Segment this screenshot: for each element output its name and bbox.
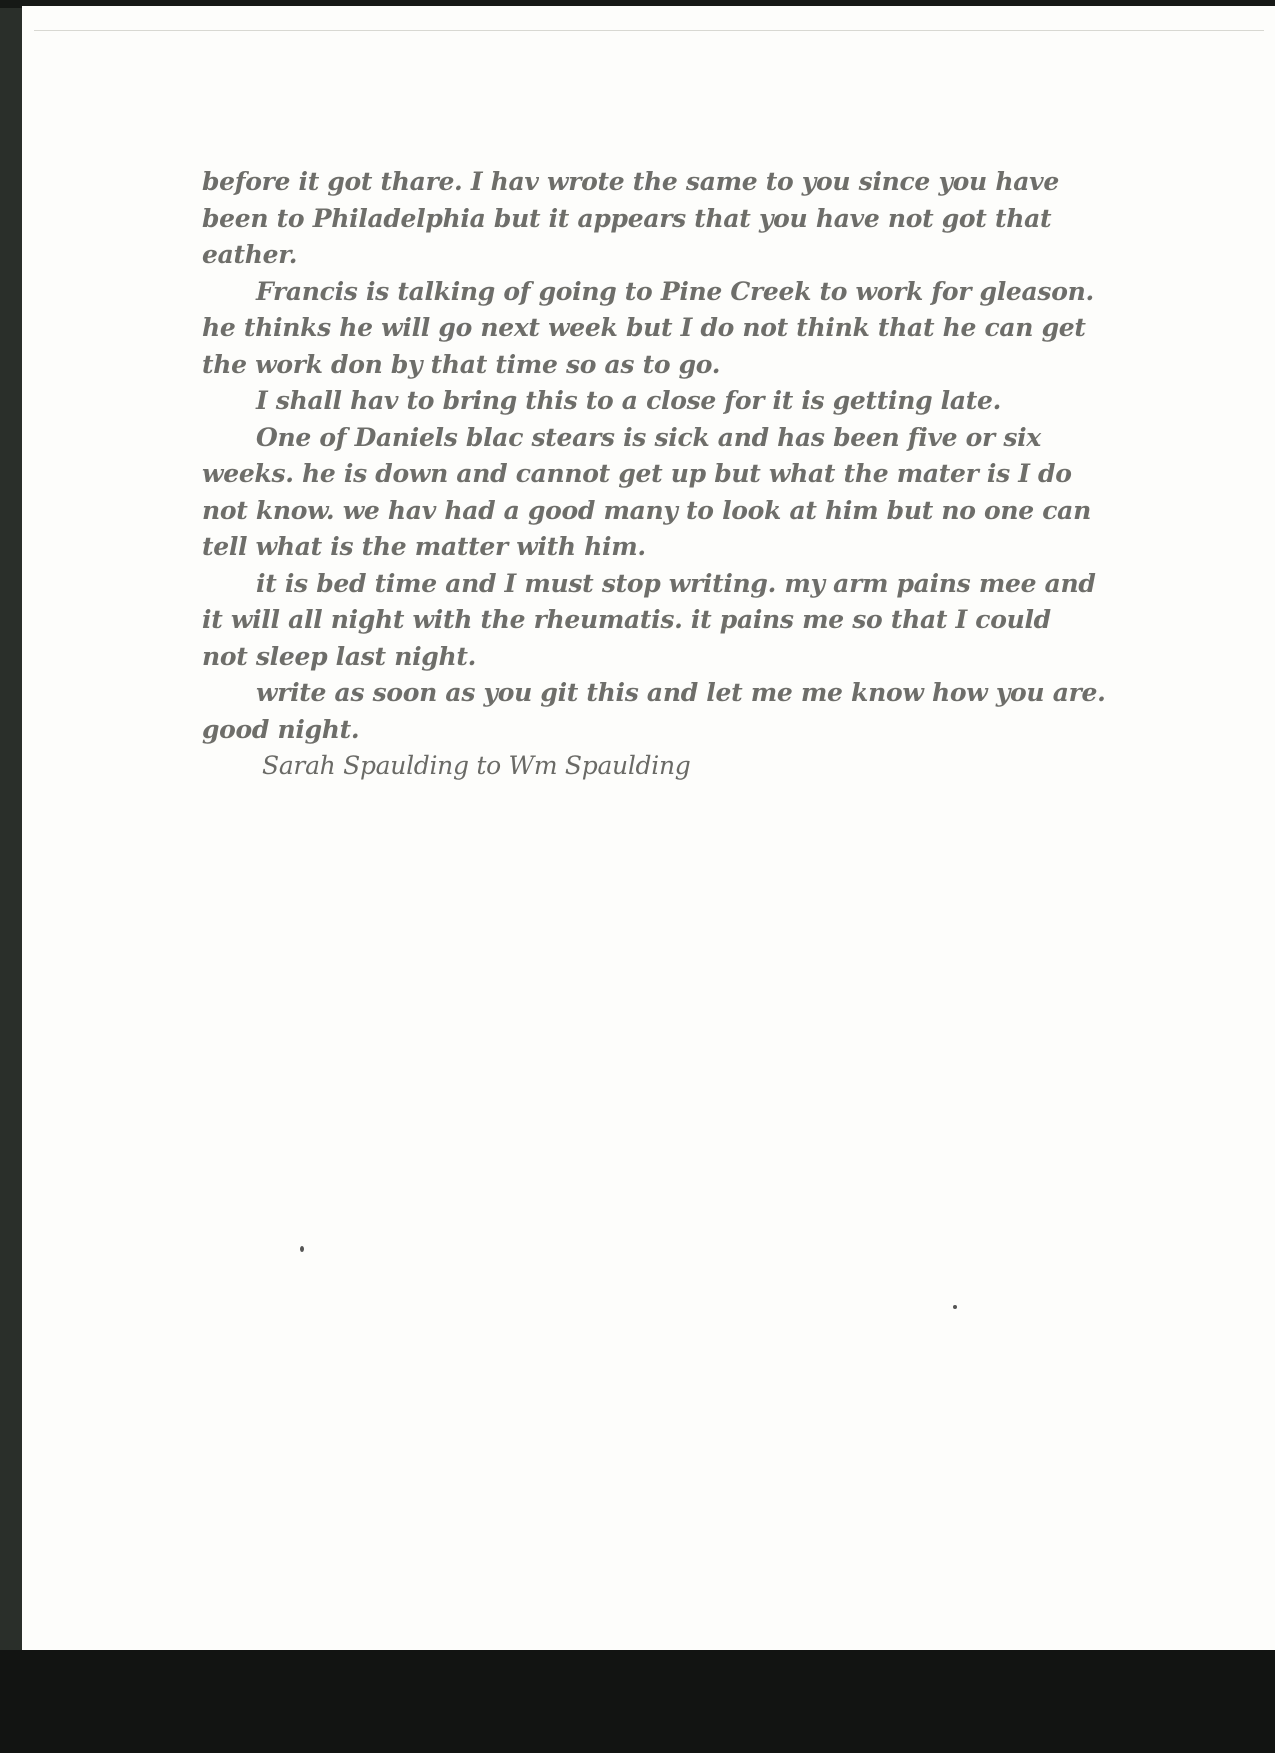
letter-line: it is bed time and I must stop writing. my arm pains mee and	[256, 568, 1096, 598]
letter-line: before it got thare. I hav wrote the same to you since you have	[202, 167, 1059, 196]
letter-line: the work don by that time so as to go.	[202, 349, 721, 379]
letter-line: eather.	[202, 240, 298, 269]
letter-line: write as soon as you git this and let me me know how you are.	[256, 678, 1106, 707]
letter-line: I shall hav to bring this to a close for it is getting late.	[256, 386, 1002, 415]
letter-line: good night.	[202, 714, 360, 744]
signature: Sarah Spaulding to Wm Spaulding	[262, 751, 691, 780]
letter-line: Francis is talking of going to Pine Creek to work for gleason.	[256, 276, 1094, 306]
ink-speck	[953, 1305, 957, 1309]
letter-body	[202, 164, 1122, 785]
scan-bottom-border	[0, 1650, 1275, 1753]
letter-line: One of Daniels blac stears is sick and has been five or six	[256, 422, 1041, 452]
letter-line: it will all night with the rheumatis. it pains me so that I could	[202, 605, 1051, 634]
letter-line: not sleep last night.	[202, 641, 476, 671]
page-rule	[34, 30, 1264, 31]
letter-line: not know. we hav had a good many to look at him but no one can	[202, 495, 1091, 525]
letter-line: tell what is the matter with him.	[202, 532, 646, 561]
letter-line: been to Philadelphia but it appears that you have not got that	[202, 203, 1052, 233]
ink-speck	[300, 1246, 304, 1252]
letter-line: he thinks he will go next week but I do not think that he can get	[202, 313, 1086, 342]
scan-left-border	[0, 0, 22, 1753]
letter-line: weeks. he is down and cannot get up but what the mater is I do	[202, 459, 1072, 488]
